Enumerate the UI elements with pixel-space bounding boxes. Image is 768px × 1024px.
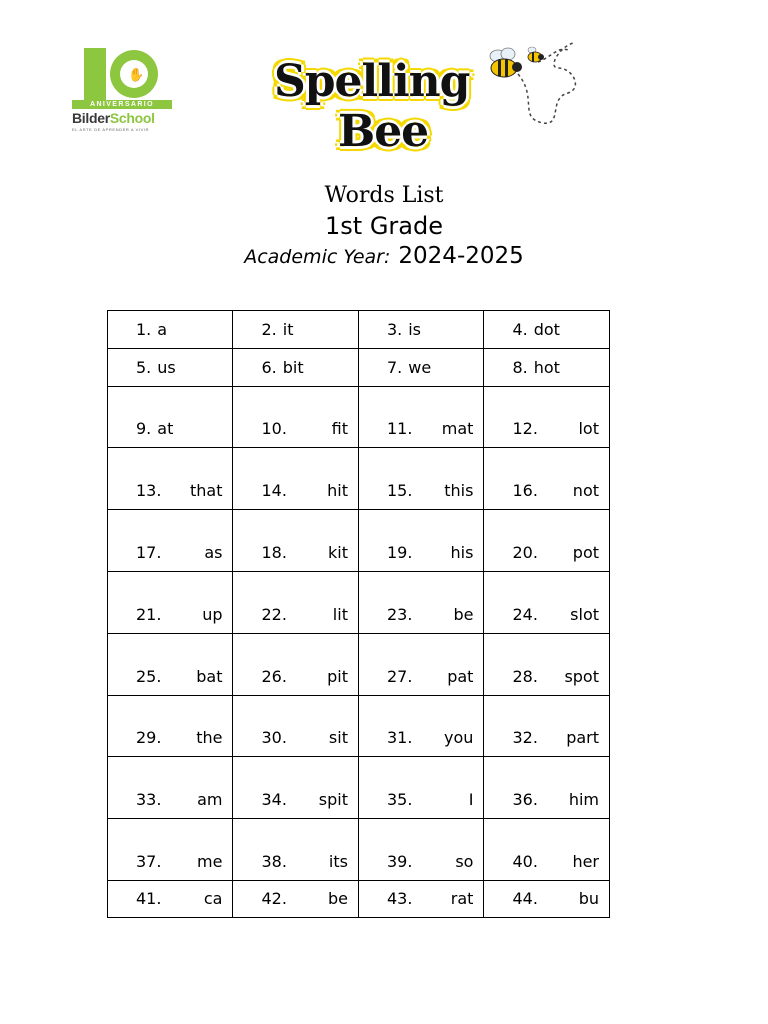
word-number: 13.: [136, 480, 162, 500]
word-cell: [358, 819, 483, 881]
table-row: [108, 387, 610, 448]
word-cell: [108, 881, 233, 918]
word-cell: [484, 311, 610, 349]
words-list-heading: Words List: [324, 183, 444, 208]
word-number: 35.: [386, 789, 413, 809]
table-row: [108, 510, 610, 572]
spelling-word: a: [157, 319, 168, 339]
word-number: 28.: [512, 666, 538, 686]
spelling-word: dot: [533, 319, 560, 339]
spelling-word: at: [157, 418, 174, 438]
word-number: 16.: [512, 480, 538, 500]
word-number: 4.: [512, 319, 528, 339]
word-cell: [233, 696, 358, 757]
word-number: 19.: [386, 542, 413, 562]
academic-year-label: Academic Year:: [244, 246, 391, 268]
word-cell: [108, 634, 233, 696]
table-row: [108, 349, 610, 387]
spelling-word: pot: [572, 542, 599, 562]
word-cell: [358, 448, 483, 510]
spelling-word: lit: [332, 604, 348, 624]
word-cell: [108, 387, 233, 448]
spelling-word: that: [189, 480, 223, 500]
spelling-word: his: [450, 542, 474, 562]
school-tagline: EL ARTE DE APRENDER A VIVIR: [72, 127, 150, 132]
word-number: 18.: [261, 542, 287, 562]
word-cell: [358, 757, 483, 819]
spelling-word: is: [408, 319, 422, 339]
spelling-word: bu: [578, 888, 599, 908]
word-number: 33.: [136, 789, 162, 809]
spelling-word: bat: [196, 666, 223, 686]
word-cell: [233, 311, 358, 349]
spelling-word: am: [197, 789, 223, 809]
word-cell: [484, 634, 610, 696]
word-cell: [233, 572, 358, 634]
word-number: 32.: [512, 727, 538, 747]
word-number: 1.: [136, 319, 152, 339]
word-number: 25.: [136, 666, 162, 686]
word-number: 21.: [136, 604, 162, 624]
word-cell: [108, 448, 233, 510]
spelling-word: be: [327, 888, 348, 908]
word-number: 15.: [386, 480, 413, 500]
word-number: 24.: [512, 604, 538, 624]
word-cell: [358, 634, 483, 696]
word-number: 37.: [136, 851, 162, 871]
spelling-word: not: [572, 480, 599, 500]
word-number: 39.: [386, 851, 413, 871]
spelling-word: lot: [578, 418, 599, 438]
word-cell: [484, 819, 610, 881]
spelling-word: kit: [327, 542, 348, 562]
spelling-word: mat: [441, 418, 474, 438]
table-row: [108, 572, 610, 634]
word-number: 9.: [136, 418, 152, 438]
word-number: 6.: [261, 357, 277, 377]
spelling-word: you: [444, 727, 474, 747]
grade-heading: 1st Grade: [325, 212, 443, 240]
word-number: 26.: [261, 666, 287, 686]
word-number: 43.: [386, 888, 413, 908]
academic-year-value: 2024-2025: [398, 243, 524, 269]
word-number: 41.: [136, 888, 162, 908]
word-cell: [484, 572, 610, 634]
word-cell: [233, 634, 358, 696]
table-row: [108, 819, 610, 881]
word-number: 3.: [386, 319, 403, 339]
spelling-word: it: [282, 319, 294, 339]
spelling-word: pit: [327, 666, 348, 686]
spelling-word: this: [444, 480, 474, 500]
spelling-word: fit: [331, 418, 348, 438]
spelling-word: the: [196, 727, 223, 747]
word-cell: [108, 572, 233, 634]
word-number: 2.: [261, 319, 277, 339]
spelling-word: spot: [564, 666, 599, 686]
school-name: BilderSchool: [72, 110, 155, 126]
word-number: 20.: [512, 542, 538, 562]
word-number: 31.: [386, 727, 413, 747]
word-number: 22.: [261, 604, 287, 624]
word-number: 42.: [261, 888, 287, 908]
spelling-word: its: [328, 851, 348, 871]
logo-word-bee: Bee: [338, 106, 429, 157]
word-cell: [484, 881, 610, 918]
word-number: 17.: [136, 542, 162, 562]
table-row: [108, 757, 610, 819]
spelling-word: her: [572, 851, 599, 871]
word-number: 38.: [261, 851, 287, 871]
word-cell: [484, 757, 610, 819]
spelling-word: hot: [533, 357, 560, 377]
word-cell: [358, 349, 483, 387]
spelling-word: us: [157, 357, 176, 377]
word-number: 27.: [386, 666, 413, 686]
spelling-word: spit: [318, 789, 348, 809]
word-cell: [358, 387, 483, 448]
hand-icon: ✋: [128, 67, 145, 82]
word-cell: [233, 510, 358, 572]
table-row: [108, 311, 610, 349]
word-number: 10.: [261, 418, 287, 438]
spelling-word: me: [197, 851, 223, 871]
spelling-word: as: [204, 542, 223, 562]
spelling-bee-logo: [268, 56, 483, 160]
word-cell: [358, 572, 483, 634]
anniversary-band: ANIVERSARIO: [72, 100, 172, 109]
word-number: 29.: [136, 727, 162, 747]
academic-year-line: [0, 243, 768, 269]
word-cell: [233, 819, 358, 881]
spelling-words-table: [107, 310, 610, 918]
word-cell: [108, 510, 233, 572]
word-number: 7.: [386, 357, 403, 377]
word-number: 34.: [261, 789, 287, 809]
word-cell: [358, 311, 483, 349]
spelling-word: pat: [447, 666, 474, 686]
spelling-word: rat: [450, 888, 474, 908]
word-cell: [233, 448, 358, 510]
word-number: 44.: [512, 888, 538, 908]
word-cell: [108, 696, 233, 757]
word-cell: [233, 757, 358, 819]
anniversary-ten-mark: [84, 48, 164, 100]
table-row: [108, 881, 610, 918]
word-cell: [358, 696, 483, 757]
word-number: 23.: [386, 604, 413, 624]
word-cell: [484, 349, 610, 387]
word-cell: [108, 819, 233, 881]
spelling-word: ca: [203, 888, 223, 908]
spelling-word: I: [468, 789, 474, 809]
spelling-word: hit: [327, 480, 348, 500]
word-number: 40.: [512, 851, 538, 871]
table-row: [108, 696, 610, 757]
spelling-word: slot: [570, 604, 599, 624]
word-cell: [484, 510, 610, 572]
spelling-word: so: [455, 851, 474, 871]
word-cell: [108, 349, 233, 387]
spelling-word: up: [202, 604, 223, 624]
word-cell: [484, 448, 610, 510]
word-number: 5.: [136, 357, 152, 377]
school-logo: [72, 48, 174, 134]
word-number: 30.: [261, 727, 287, 747]
spelling-word: him: [568, 789, 599, 809]
word-cell: [108, 757, 233, 819]
word-cell: [484, 387, 610, 448]
word-number: 14.: [261, 480, 287, 500]
spelling-word: part: [566, 727, 599, 747]
word-number: 11.: [386, 418, 413, 438]
flying-bees-icon: [488, 38, 588, 130]
word-cell: [233, 881, 358, 918]
word-number: 8.: [512, 357, 528, 377]
table-row: [108, 448, 610, 510]
spelling-word: we: [408, 357, 432, 377]
word-number: 36.: [512, 789, 538, 809]
spelling-word: sit: [328, 727, 348, 747]
word-cell: [484, 696, 610, 757]
word-cell: [358, 510, 483, 572]
table-row: [108, 634, 610, 696]
word-cell: [233, 387, 358, 448]
word-number: 12.: [512, 418, 538, 438]
word-cell: [233, 349, 358, 387]
word-cell: [358, 881, 483, 918]
spelling-word: bit: [282, 357, 304, 377]
word-cell: [108, 311, 233, 349]
spelling-word: be: [453, 604, 474, 624]
logo-word-spelling: Spelling: [274, 56, 470, 107]
